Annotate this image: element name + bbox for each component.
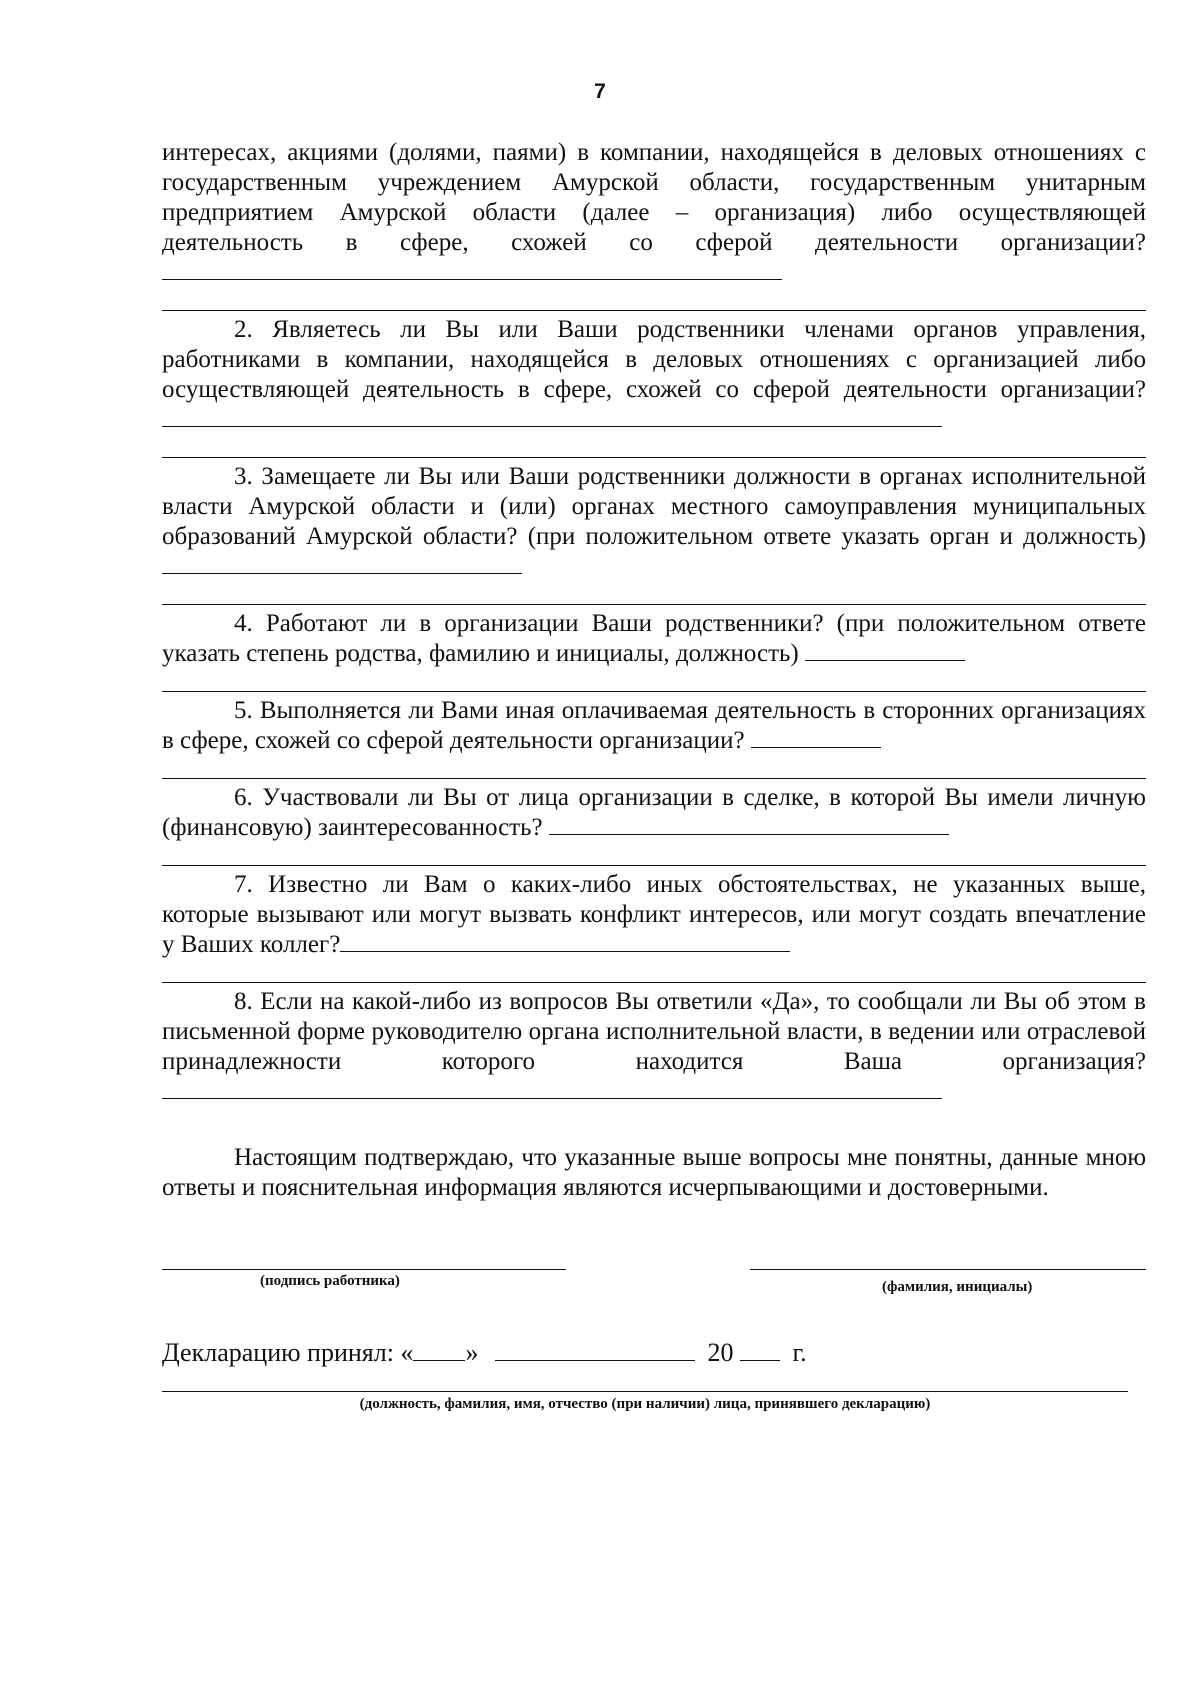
acceptance-year-field[interactable] — [740, 1340, 780, 1361]
answer-line-2[interactable] — [162, 457, 1146, 458]
question-3 — [162, 462, 1146, 582]
answer-line-7[interactable] — [162, 982, 1146, 983]
signature-line[interactable] — [162, 1269, 566, 1270]
answer-field-5[interactable] — [751, 727, 881, 748]
name-caption: (фамилия, инициалы) — [882, 1279, 1033, 1295]
official-line[interactable] — [162, 1391, 1128, 1392]
official-caption: (должность, фамилия, имя, отчество (при наличии) лица, принявшего декларацию) — [359, 1396, 931, 1412]
question-6 — [162, 783, 1146, 843]
question-7 — [162, 870, 1146, 960]
question-2-text: 2. Являетесь ли Вы или Ваши родственники членами органов управления, работниками в компании, находящейся в деловых отношениях с организацией либо осуществляющей деятельность в сфере, схожей со сферой деятельности организации? — [162, 316, 1146, 403]
answer-line-1[interactable] — [162, 310, 1146, 311]
question-5 — [162, 696, 1146, 756]
question-6-text: 6. Участвовали ли Вы от лица организации в сделке, в которой Вы имели личную (финансовую) заинтересованность? — [162, 784, 1146, 841]
acceptance-line — [162, 1337, 1146, 1369]
answer-field-3[interactable] — [162, 553, 522, 574]
answer-field-6[interactable] — [549, 814, 949, 835]
acceptance-close-quote: » — [465, 1338, 479, 1367]
intro-question — [162, 138, 1146, 288]
question-8-text: 8. Если на какой-либо из вопросов Вы ответили «Да», то сообщали ли Вы об этом в письменной форме руководителю органа исполнительной власти, в ведении или отраслевой принадлежности которого находится Ваша организация? — [162, 988, 1146, 1075]
answer-field-7[interactable] — [340, 931, 790, 952]
answer-line-6[interactable] — [162, 865, 1146, 866]
question-5-text: 5. Выполняется ли Вами иная оплачиваемая деятельность в сторонних организациях в сфере, схожей со сферой деятельности организации? — [162, 697, 1146, 754]
confirmation-statement: Настоящим подтверждаю, что указанные выше вопросы мне понятны, данные мною ответы и пояснительная информация являются исчерпывающими и достоверными. — [162, 1144, 1146, 1201]
question-3-text: 3. Замещаете ли Вы или Ваши родственники должности в органах исполнительной власти Амурской области и (или) органах местного самоуправления муниципальных образований Амурской области? (при положительном ответе указать орган и должность) — [162, 463, 1146, 550]
answer-line-3[interactable] — [162, 604, 1146, 605]
name-line[interactable] — [750, 1269, 1146, 1270]
acceptance-year-suffix: г. — [792, 1338, 807, 1367]
acceptance-day-field[interactable] — [413, 1340, 465, 1361]
acceptance-year-prefix: 20 — [707, 1338, 734, 1367]
question-4-text: 4. Работают ли в организации Ваши родственники? (при положительном ответе указать степень родства, фамилию и инициалы, должность) — [162, 610, 1146, 667]
answer-line-5[interactable] — [162, 778, 1146, 779]
intro-question-text: интересах, акциями (долями, паями) в компании, находящейся в деловых отношениях с государственным учреждением Амурской области, государственным унитарным предприятием Амурской области (далее – организация) либо осуществляющей деятельность в сфере, схожей со сферой деятельности организации? — [162, 139, 1146, 256]
answer-line-4[interactable] — [162, 691, 1146, 692]
question-2 — [162, 315, 1146, 435]
answer-field-8[interactable] — [162, 1078, 942, 1099]
acceptance-month-field[interactable] — [495, 1340, 695, 1361]
acceptance-label: Декларацию принял: « — [162, 1338, 414, 1367]
question-8 — [162, 987, 1146, 1107]
signature-caption: (подпись работника) — [260, 1273, 400, 1289]
question-7-text: 7. Известно ли Вам о каких-либо иных обстоятельствах, не указанных выше, которые вызывают или могут вызвать конфликт интересов, или могут создать впечатление у Ваших коллег? — [162, 871, 1146, 958]
question-4 — [162, 609, 1146, 669]
declaration-body — [162, 138, 1146, 1413]
answer-field-4[interactable] — [805, 640, 965, 661]
answer-field-1[interactable] — [162, 259, 782, 280]
page-number: 7 — [594, 80, 606, 103]
answer-field-2[interactable] — [162, 406, 942, 427]
signature-row — [162, 1269, 1146, 1329]
